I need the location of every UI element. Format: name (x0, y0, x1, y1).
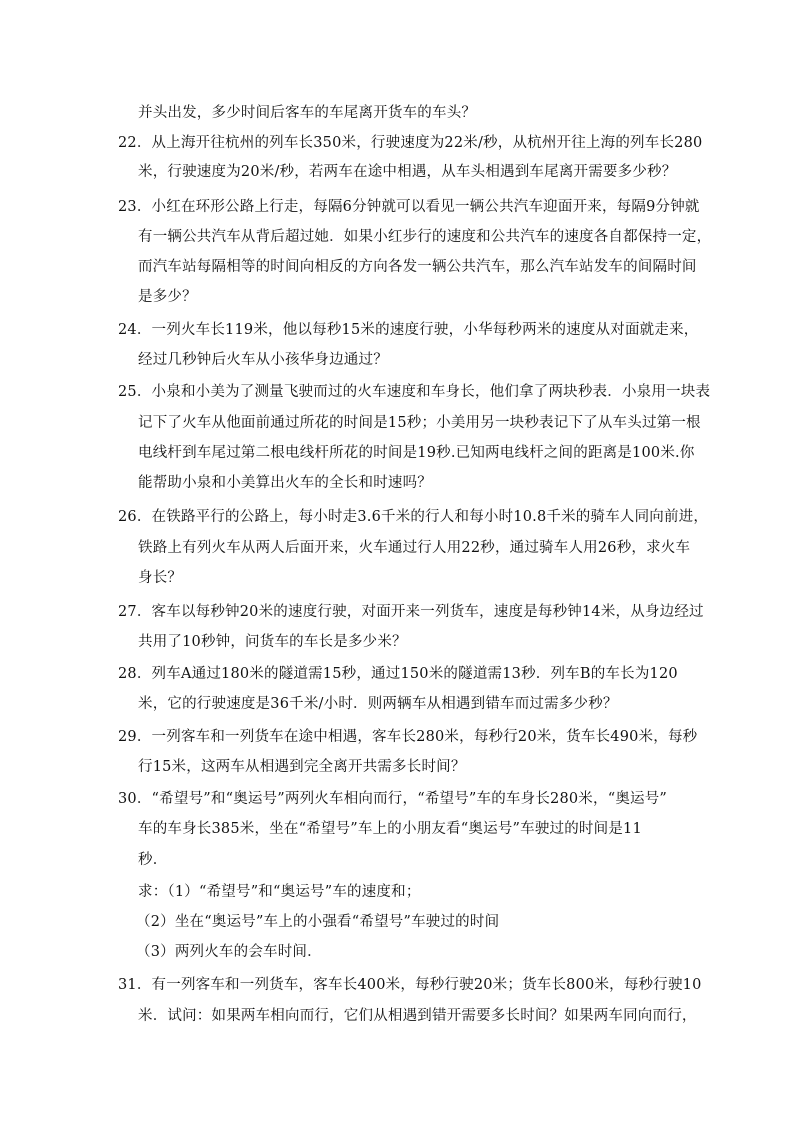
problem-24-line: 24．一列火车长119米，他以每秒15米的速度行驶，小华每秒两米的速度从对面就走来， (118, 322, 699, 338)
text-line: 身长？ (138, 570, 183, 586)
text-line: 有一辆公共汽车从背后超过她．如果小红步行的速度和公共汽车的速度各自都保持一定， (138, 229, 712, 245)
text-line: 行15米，这两车从相遇到完全离开共需多长时间？ (138, 759, 466, 775)
text-line: 共用了10秒钟，问货车的车长是多少米？ (138, 634, 407, 650)
text-line: 秒． (138, 852, 168, 868)
problem-29-line: 29．一列客车和一列货车在途中相遇，客车长280米，每秒行20米，货车长490米，每秒 (118, 729, 698, 745)
text-line: 铁路上有列火车从两人后面开来，火车通过行人用22秒，通过骑车人用26秒，求火车 (138, 540, 691, 556)
problem-30-line: 30．“希望号”和“奥运号”两列火车相向而行，“希望号”车的车身长280米，“奥运号” (118, 791, 668, 807)
text-line: 并头出发，多少时间后客车的车尾离开货车的车头？ (138, 105, 477, 121)
text-line: 电线杆到车尾过第二根电线杆所花的时间是19秒.已知两电线杆之间的距离是100米.你 (138, 445, 695, 461)
problem-25-line: 25．小泉和小美为了测量飞驶而过的火车速度和车身长，他们拿了两块秒表．小泉用一块表 (118, 384, 711, 400)
text-line: 求：（1）“希望号”和“奥运号”车的速度和； (138, 884, 421, 900)
text-line: 米，行驶速度为20米/秒，若两车在途中相遇，从车头相遇到车尾离开需要多少秒？ (138, 164, 677, 180)
problem-26-line: 26．在铁路平行的公路上，每小时走3.6千米的行人和每小时10.8千米的骑车人同向前进， (118, 509, 709, 525)
text-line: 是多少？ (138, 289, 197, 305)
problem-31-line: 31．有一列客车和一列货车，客车长400米，每秒行驶20米；货车长800米，每秒行驶10 (118, 977, 702, 993)
text-line: 米．试问：如果两车相向而行，它们从相遇到错开需要多长时间？如果两车同向而行， (138, 1008, 697, 1024)
text-line: （3）两列火车的会车时间． (136, 944, 322, 960)
text-line: 米，它的行驶速度是36千米/小时．则两辆车从相遇到错车而过需多少秒？ (138, 696, 618, 712)
text-line: 而汽车站每隔相等的时间向相反的方向各发一辆公共汽车，那么汽车站发车的间隔时间 (138, 259, 697, 275)
problem-23-line: 23．小红在环形公路上行走，每隔6分钟就可以看见一辆公共汽车迎面开来，每隔9分钟就 (118, 199, 700, 215)
problem-28-line: 28．列车A通过180米的隧道需15秒，通过150米的隧道需13秒．列车B的车长为120 (118, 666, 678, 682)
text-line: 记下了火车从他面前通过所花的时间是15秒；小美用另一块秒表记下了从车头过第一根 (138, 415, 701, 431)
text-line: 经过几秒钟后火车从小孩华身边通过？ (138, 352, 388, 368)
problem-27-line: 27．客车以每秒钟20米的速度行驶，对面开来一列货车，速度是每秒钟14米，从身边经过 (118, 604, 704, 620)
problem-22-line: 22．从上海开往杭州的列车长350米，行驶速度为22米/秒，从杭州开往上海的列车长280 (118, 135, 703, 151)
text-line: 车的车身长385米，坐在“希望号”车上的小朋友看“奥运号”车驶过的时间是11 (138, 821, 642, 837)
text-line: （2）坐在“奥运号”车上的小强看“希望号”车驶过的时间 (136, 914, 500, 930)
text-line: 能帮助小泉和小美算出火车的全长和时速吗？ (138, 475, 432, 491)
